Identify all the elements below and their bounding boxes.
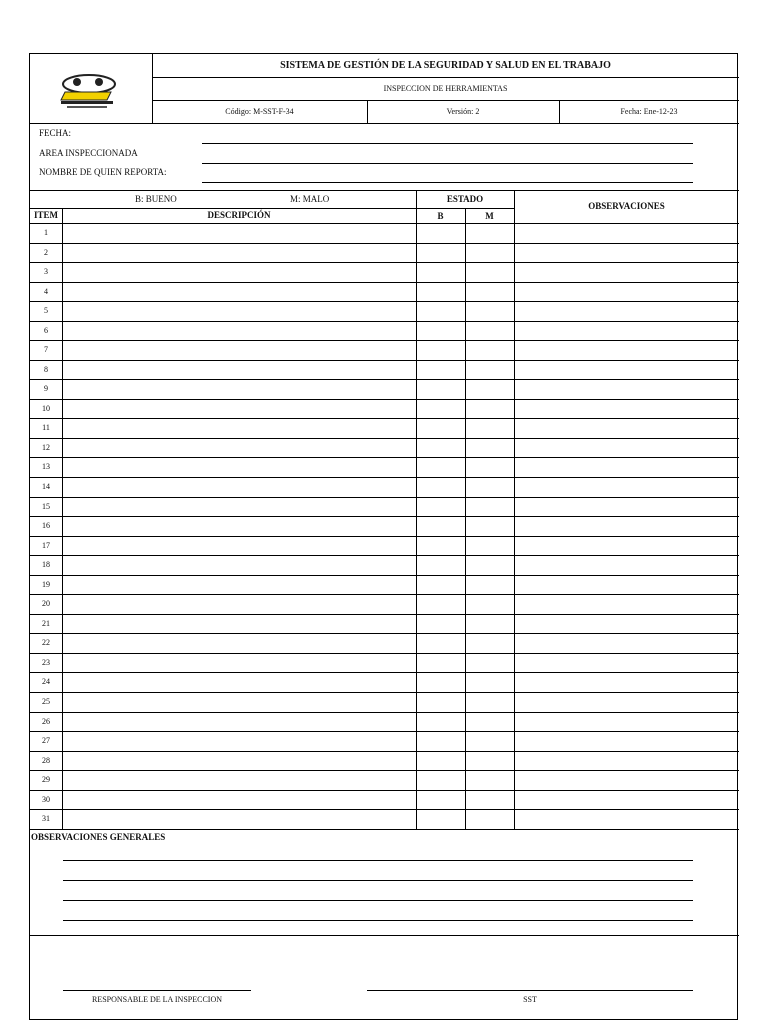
row-number: 17 bbox=[42, 540, 50, 550]
table-row-line bbox=[30, 692, 739, 693]
row-number: 26 bbox=[42, 716, 50, 726]
row-number: 12 bbox=[42, 442, 50, 452]
sst-signature-line[interactable] bbox=[367, 990, 693, 991]
table-row-line bbox=[30, 731, 739, 732]
table-row-line bbox=[30, 321, 739, 322]
row-number: 4 bbox=[44, 286, 48, 296]
row-number: 5 bbox=[44, 306, 48, 316]
row-number: 14 bbox=[42, 482, 50, 492]
row-number: 13 bbox=[42, 462, 50, 472]
estado-header: ESTADO bbox=[446, 194, 484, 204]
row-number: 3 bbox=[44, 267, 48, 277]
table-row-line bbox=[30, 751, 739, 752]
table-row-line bbox=[30, 223, 739, 224]
section-divider bbox=[30, 935, 739, 936]
descripcion-header: DESCRIPCIÓN bbox=[207, 210, 271, 220]
row-number: 20 bbox=[42, 599, 50, 609]
row-number: 19 bbox=[42, 579, 50, 589]
table-row-line bbox=[30, 438, 739, 439]
inspection-rows bbox=[30, 54, 737, 1019]
table-row-line bbox=[30, 399, 739, 400]
responsible-signature-line[interactable] bbox=[63, 990, 251, 991]
row-number: 31 bbox=[42, 814, 50, 824]
row-number: 8 bbox=[44, 364, 48, 374]
form-title: INSPECCION DE HERRAMIENTAS bbox=[383, 84, 508, 93]
table-row-line bbox=[30, 555, 739, 556]
general-observation-line[interactable] bbox=[63, 920, 693, 921]
table-row-line bbox=[30, 809, 739, 810]
table-row-line bbox=[30, 477, 739, 478]
system-title: SISTEMA DE GESTIÓN DE LA SEGURIDAD Y SALUD EN EL TRABAJO bbox=[280, 60, 611, 71]
row-number: 2 bbox=[44, 247, 48, 257]
table-row-line bbox=[30, 575, 739, 576]
row-number: 6 bbox=[44, 325, 48, 335]
table-row-line bbox=[30, 536, 739, 537]
table-row-line bbox=[30, 340, 739, 341]
form-code: Código: M-SST-F-34 bbox=[225, 107, 294, 116]
table-row-line bbox=[30, 418, 739, 419]
row-number: 21 bbox=[42, 618, 50, 628]
legend-good: B: BUENO bbox=[135, 194, 177, 204]
row-number: 24 bbox=[42, 677, 50, 687]
area-label: AREA INSPECCIONADA bbox=[39, 148, 138, 158]
row-number: 1 bbox=[44, 228, 48, 237]
fecha-label: FECHA: bbox=[39, 128, 72, 138]
col-b-header: B bbox=[437, 211, 444, 221]
form-date: Fecha: Ene-12-23 bbox=[620, 107, 678, 116]
row-number: 30 bbox=[42, 794, 50, 804]
row-number: 28 bbox=[42, 755, 50, 765]
form-version: Versión: 2 bbox=[446, 107, 480, 116]
legend-bad: M: MALO bbox=[290, 194, 330, 204]
table-row-line bbox=[30, 790, 739, 791]
responsible-label: RESPONSABLE DE LA INSPECCION bbox=[91, 995, 222, 1004]
table-row-line bbox=[30, 457, 739, 458]
row-number: 9 bbox=[44, 384, 48, 394]
reporter-label: NOMBRE DE QUIEN REPORTA: bbox=[39, 167, 167, 177]
form-frame bbox=[29, 53, 738, 1020]
table-row-line bbox=[30, 497, 739, 498]
general-observation-line[interactable] bbox=[63, 900, 693, 901]
general-observation-line[interactable] bbox=[63, 880, 693, 881]
row-number: 15 bbox=[42, 501, 50, 511]
observaciones-header: OBSERVACIONES bbox=[588, 201, 665, 211]
row-number: 10 bbox=[42, 403, 50, 413]
row-number: 18 bbox=[42, 560, 50, 570]
table-row-line bbox=[30, 516, 739, 517]
table-row-line bbox=[30, 301, 739, 302]
table-row-line bbox=[30, 712, 739, 713]
row-number: 25 bbox=[42, 696, 50, 706]
row-number: 11 bbox=[42, 423, 50, 433]
table-bottom-line bbox=[30, 829, 739, 830]
row-number: 27 bbox=[42, 736, 50, 746]
table-row-line bbox=[30, 243, 739, 244]
col-m-header: M bbox=[485, 211, 494, 221]
table-row-line bbox=[30, 282, 739, 283]
general-observation-line[interactable] bbox=[63, 860, 693, 861]
row-number: 22 bbox=[42, 638, 50, 648]
table-row-line bbox=[30, 672, 739, 673]
row-number: 7 bbox=[44, 345, 48, 355]
row-number: 23 bbox=[42, 657, 50, 667]
table-row-line bbox=[30, 770, 739, 771]
table-row-line bbox=[30, 379, 739, 380]
table-row-line bbox=[30, 614, 739, 615]
sst-label: SST bbox=[523, 995, 537, 1004]
row-number: 29 bbox=[42, 775, 50, 785]
item-header: ITEM bbox=[33, 210, 58, 220]
general-observations-title: OBSERVACIONES GENERALES bbox=[31, 832, 166, 842]
table-row-line bbox=[30, 653, 739, 654]
table-row-line bbox=[30, 633, 739, 634]
table-row-line bbox=[30, 262, 739, 263]
table-row-line bbox=[30, 594, 739, 595]
table-row-line bbox=[30, 360, 739, 361]
row-number: 16 bbox=[42, 521, 50, 531]
